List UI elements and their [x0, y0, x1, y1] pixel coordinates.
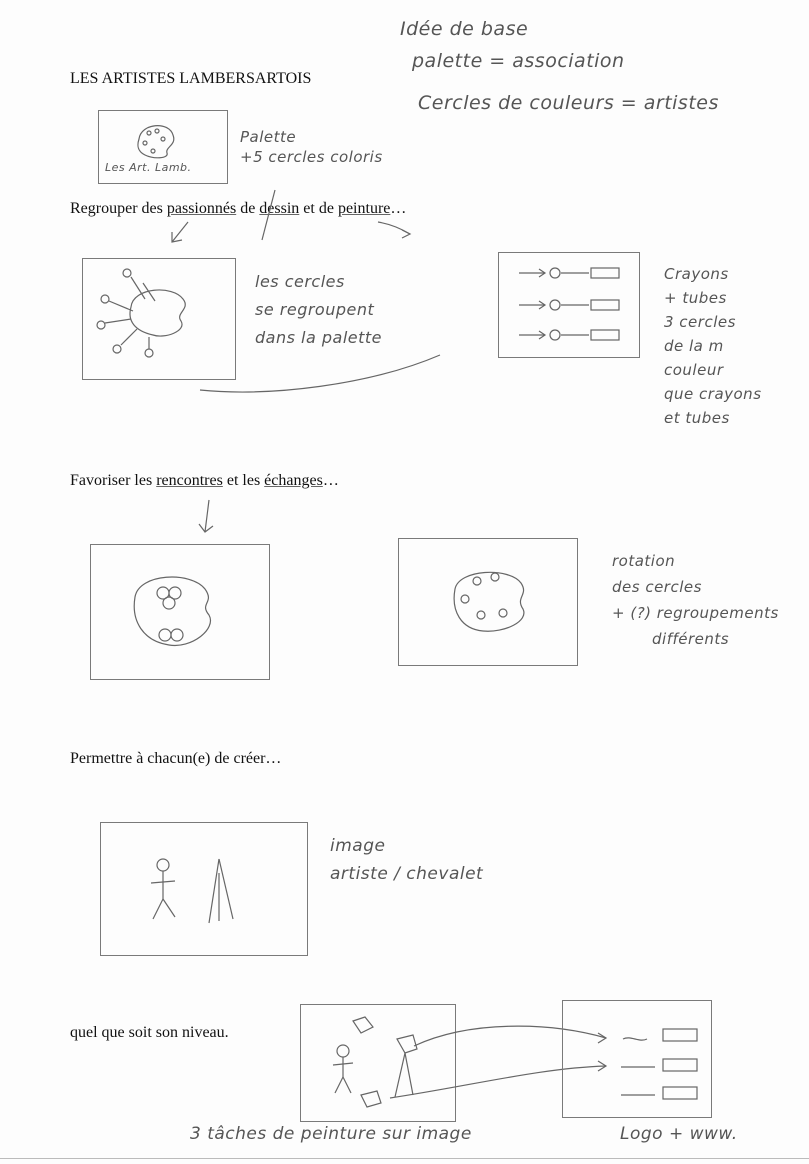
logo-note-2: +5 cercles coloris — [240, 148, 383, 166]
pencils-tubes-frame — [498, 252, 640, 358]
logo-sketch-frame — [98, 110, 228, 184]
section3-note: image artiste / chevalet — [330, 836, 484, 884]
section4-note-left: 3 tâches de peinture sur image — [190, 1124, 472, 1144]
section4-note-right: Logo + www. — [620, 1124, 738, 1144]
artist-easel-frame — [100, 822, 308, 956]
page-title: LES ARTISTES LAMBERSARTOIS — [70, 70, 312, 87]
header-note-line3: Cercles de couleurs = artistes — [418, 92, 719, 114]
section1-note-left: les cercles se regroupent dans la palette — [255, 272, 382, 347]
header-note-line2: palette = association — [412, 50, 625, 72]
logo-note-1: Palette — [240, 128, 297, 146]
section3-heading: Permettre à chacun(e) de créer… — [70, 750, 282, 767]
page-edge — [0, 1158, 809, 1159]
section2-heading: Favoriser les rencontres et les échanges… — [70, 472, 339, 489]
section2-arrow — [195, 498, 235, 538]
pencils-tubes-drawing — [499, 253, 639, 357]
section1-note-right: Crayons + tubes 3 cercles de la m couleur que crayons et tubes — [664, 265, 762, 427]
palette-rotation-drawing — [399, 539, 577, 665]
palette-rotation-frame — [398, 538, 578, 666]
logo-www-drawing — [563, 1001, 711, 1117]
section1-arrows — [0, 190, 809, 250]
artist-easel-drawing — [101, 823, 307, 955]
logo-www-frame — [562, 1000, 712, 1118]
section1-heading: Regrouper des passionnés de dessin et de peinture… — [70, 200, 407, 217]
section2-note: rotation des cercles + (?) regroupements différents — [612, 552, 779, 648]
palette-meet-drawing — [91, 545, 269, 679]
logo-caption: Les Art. Lamb. — [105, 161, 192, 174]
curved-link — [190, 345, 490, 395]
section4-heading: quel que soit son niveau. — [70, 1024, 229, 1041]
header-note-line1: Idée de base — [400, 18, 529, 40]
palette-meet-frame — [90, 544, 270, 680]
